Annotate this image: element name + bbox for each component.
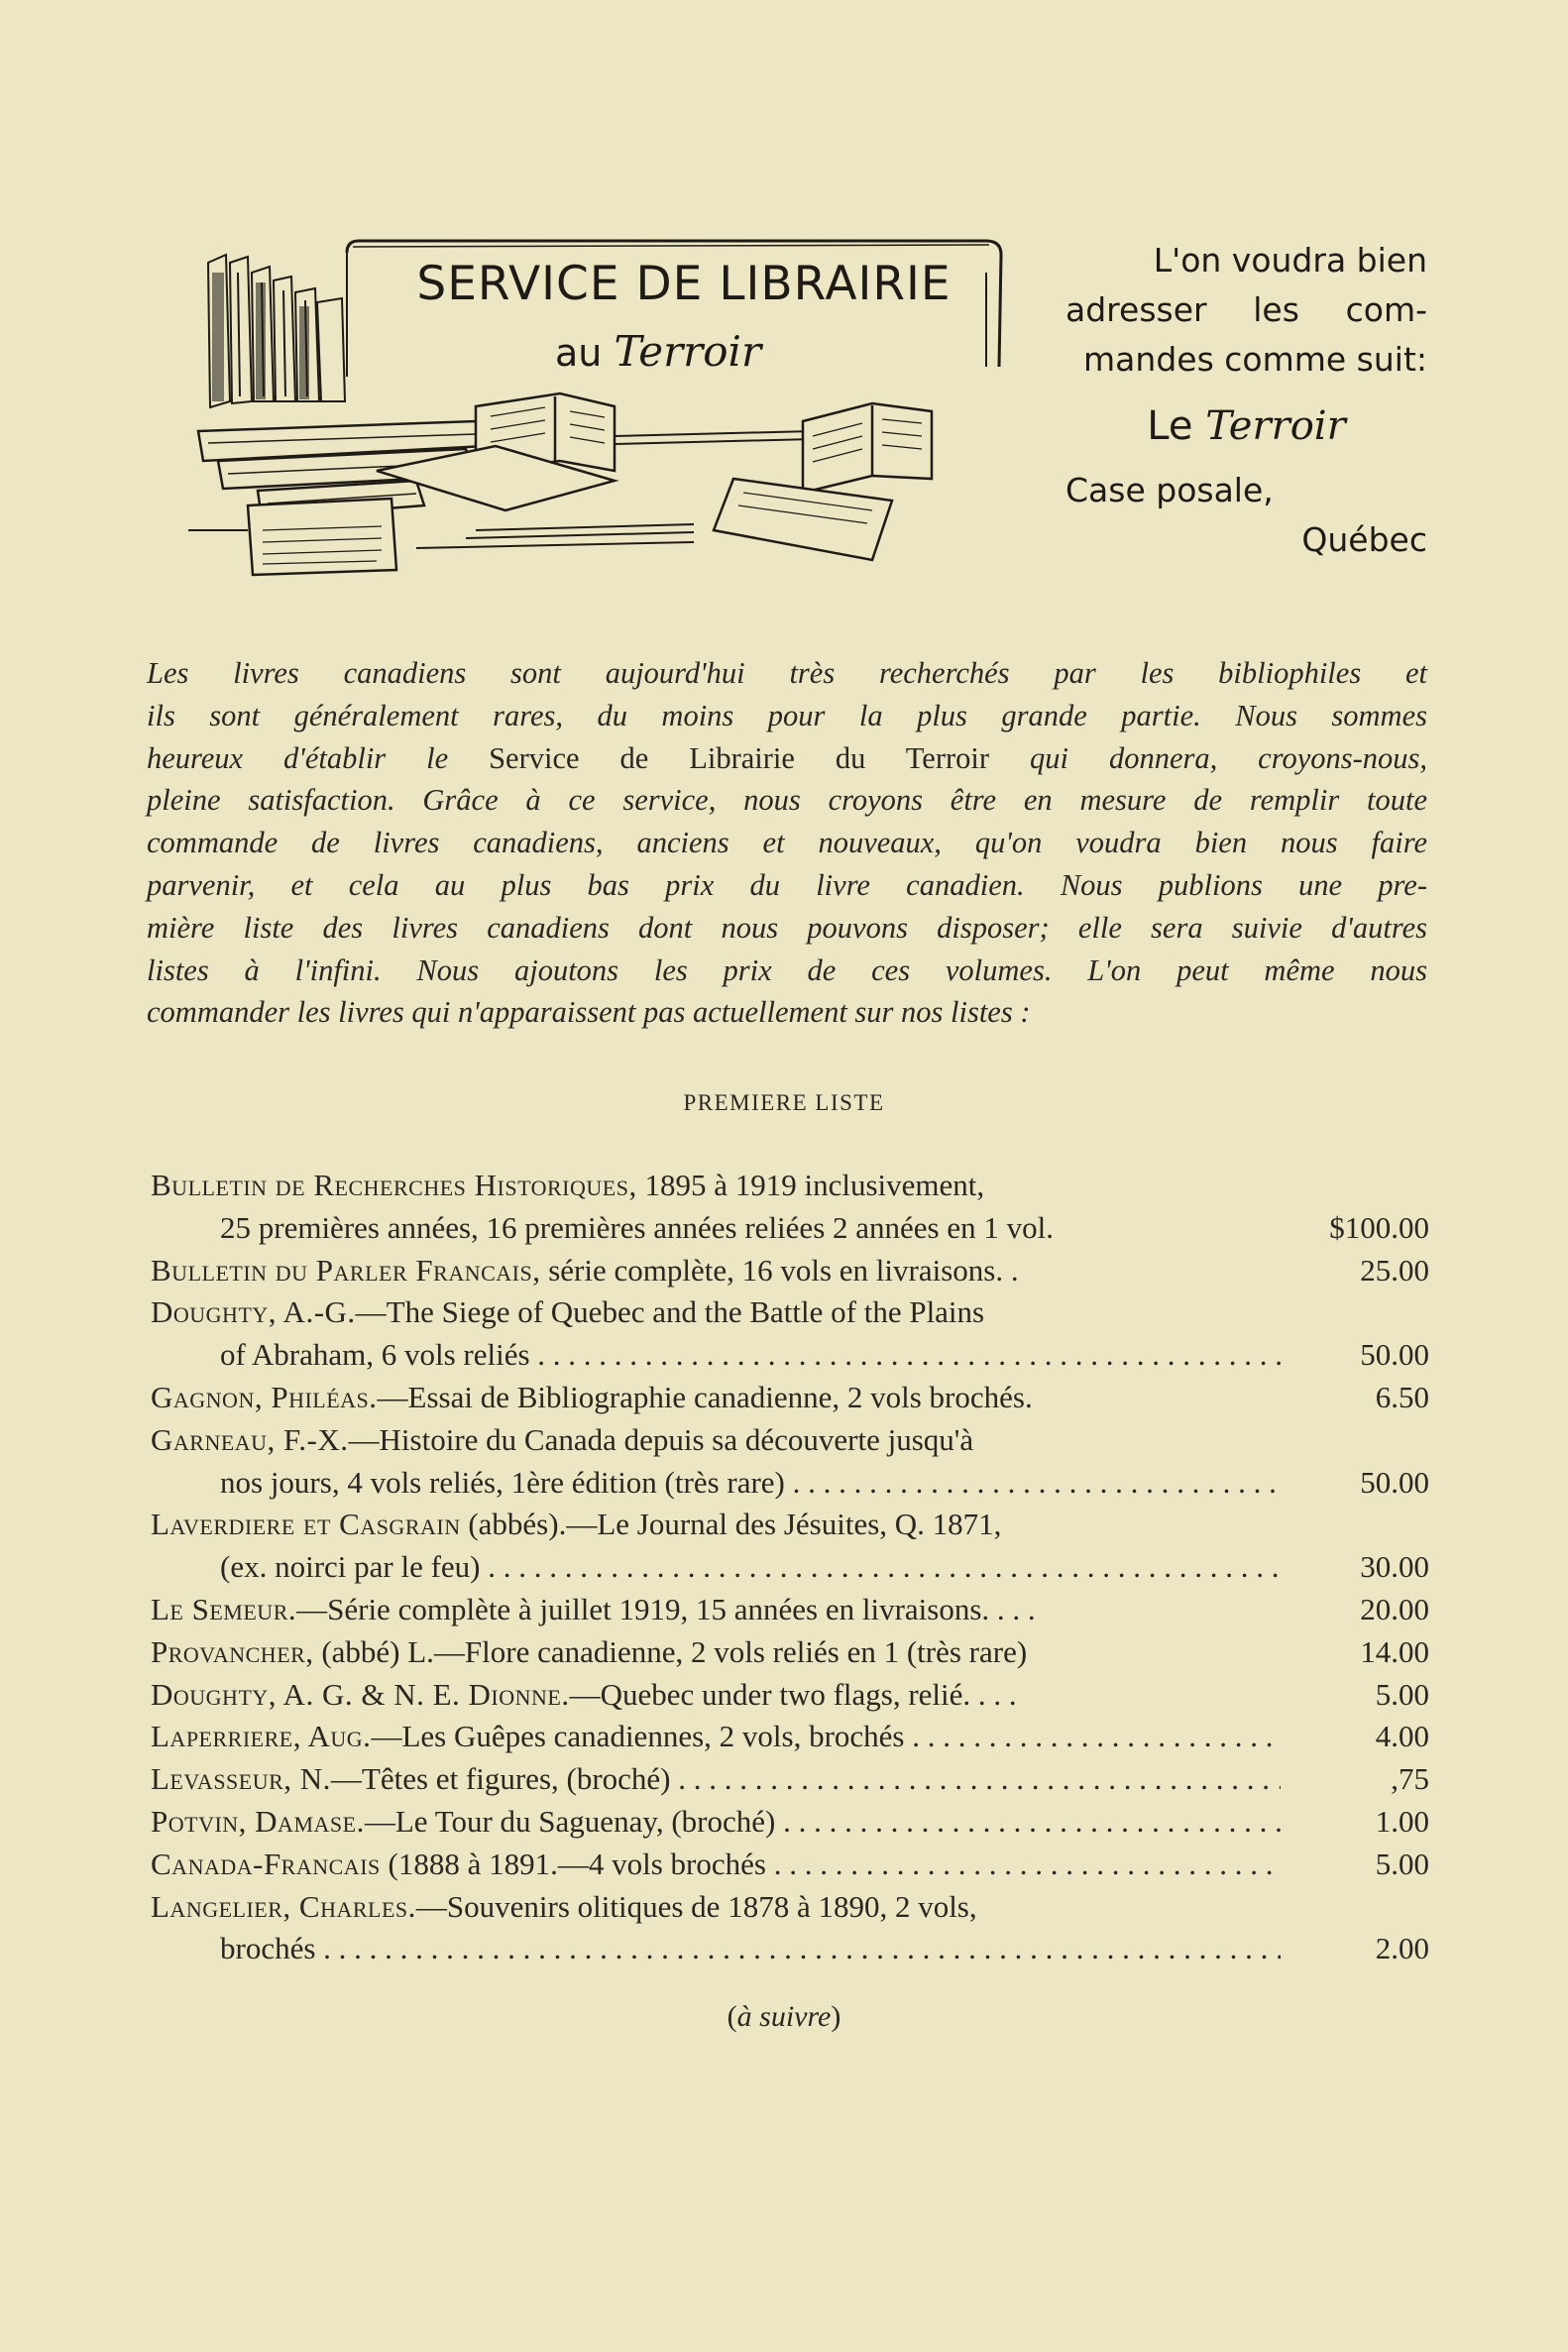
book-title: (abbé) L.—Flore canadienne, 2 vols reliés en 1 (très rare) bbox=[313, 1633, 1028, 1669]
address-line: L'on voudra bien bbox=[1153, 241, 1427, 280]
intro-line: listes à l'infini. Nous ajoutons les prix de ces volumes. L'on peut même nous bbox=[147, 952, 1427, 987]
header-banner bbox=[178, 233, 1021, 580]
book-description bbox=[220, 1462, 1281, 1505]
book-description bbox=[220, 1334, 1281, 1377]
book-author: Garneau, F.-X. bbox=[151, 1421, 349, 1457]
book-price: 5.00 bbox=[1375, 1676, 1429, 1712]
book-title: —Têtes et figures, (broché) bbox=[330, 1761, 671, 1797]
book-title: —Série complète à juillet 1919, 15 années en livraisons. . . . bbox=[296, 1591, 1036, 1626]
book-title: (abbés).—Le Journal des Jésuites, Q. 1871, bbox=[460, 1507, 1002, 1542]
book-author: Bulletin de Recherches Historiques, bbox=[151, 1168, 637, 1202]
book-title: (1888 à 1891.—4 vols brochés bbox=[380, 1846, 766, 1881]
book-price: 25.00 bbox=[1360, 1252, 1429, 1288]
book-entry bbox=[151, 1377, 1429, 1419]
book-author: Langelier, Charles. bbox=[151, 1888, 416, 1924]
book-entry bbox=[151, 1674, 1429, 1717]
book-entry bbox=[151, 1631, 1429, 1674]
book-description bbox=[151, 1886, 1281, 1929]
intro-text: qui donnera, croyons-nous, bbox=[1030, 740, 1428, 775]
book-author: Canada-Francais bbox=[151, 1846, 381, 1881]
intro-text: heureux d'établir le bbox=[147, 740, 449, 775]
book-title: —Le Tour du Saguenay, (broché) bbox=[364, 1803, 776, 1839]
book-entry bbox=[151, 1844, 1429, 1886]
book-author: Provancher, bbox=[151, 1633, 314, 1669]
banner-subtitle bbox=[555, 327, 761, 376]
address-block bbox=[1065, 236, 1427, 565]
book-price: 2.00 bbox=[1375, 1931, 1429, 1966]
book-description bbox=[151, 1844, 1281, 1886]
intro-line: parvenir, et cela au plus bas prix du livre canadien. Nous publions une pre- bbox=[147, 867, 1427, 902]
book-description bbox=[151, 1631, 1281, 1674]
book-price: 5.00 bbox=[1375, 1846, 1429, 1881]
book-description bbox=[151, 1716, 1281, 1758]
intro-line: pleine satisfaction. Grâce à ce service, nous croyons être en mesure de remplir toute bbox=[147, 783, 1427, 818]
book-title: —Souvenirs olitiques de 1878 à 1890, 2 vols, bbox=[415, 1888, 977, 1924]
continued-note bbox=[0, 2000, 1568, 2034]
book-entry bbox=[151, 1165, 1429, 1207]
book-entry bbox=[151, 1291, 1429, 1334]
continued-text: à suivre bbox=[736, 2000, 832, 2033]
book-title: of Abraham, 6 vols reliés bbox=[220, 1337, 530, 1373]
book-author: Laverdiere et Casgrain bbox=[151, 1507, 461, 1542]
book-price: ,75 bbox=[1391, 1761, 1429, 1797]
book-entry bbox=[151, 1462, 1429, 1505]
address-name bbox=[1065, 398, 1427, 454]
book-entry bbox=[151, 1419, 1429, 1462]
book-description bbox=[151, 1165, 1281, 1207]
book-description bbox=[151, 1291, 1281, 1334]
book-entry bbox=[151, 1716, 1429, 1758]
banner-subtitle-italic: Terroir bbox=[614, 327, 762, 376]
book-entry bbox=[151, 1801, 1429, 1844]
book-title: —Essai de Bibliographie canadienne, 2 vols brochés. bbox=[377, 1379, 1033, 1414]
address-line: mandes comme suit: bbox=[1083, 340, 1427, 379]
intro-line: commander les livres qui n'apparaissent pas actuellement sur nos listes : bbox=[147, 995, 1031, 1030]
book-description bbox=[220, 1928, 1281, 1970]
book-entry bbox=[151, 1334, 1429, 1377]
book-title: (ex. noirci par le feu) bbox=[220, 1549, 481, 1585]
intro-line bbox=[147, 737, 1427, 780]
book-title: —Quebec under two flags, relié. . . . bbox=[569, 1676, 1017, 1712]
address-line: adresser les com- bbox=[1065, 290, 1427, 329]
book-price: 1.00 bbox=[1375, 1803, 1429, 1839]
list-title: PREMIERE LISTE bbox=[683, 1090, 885, 1115]
book-entry bbox=[151, 1758, 1429, 1801]
intro-line: Les livres canadiens sont aujourd'hui très recherchés par les bibliophiles et bbox=[147, 656, 1427, 690]
book-title: 1895 à 1919 inclusivement, bbox=[636, 1168, 985, 1202]
book-author: Levasseur, N. bbox=[151, 1761, 331, 1797]
book-title: —The Siege of Quebec and the Battle of the Plains bbox=[355, 1294, 985, 1330]
book-price: 14.00 bbox=[1360, 1633, 1429, 1669]
continued-open: ( bbox=[727, 2000, 737, 2033]
book-entry bbox=[151, 1504, 1429, 1546]
book-entry bbox=[151, 1589, 1429, 1631]
book-entry bbox=[151, 1250, 1429, 1292]
banner-subtitle-prefix: au bbox=[555, 331, 603, 375]
book-title: série complète, 16 vols en livraisons. . bbox=[540, 1252, 1019, 1288]
book-description bbox=[220, 1546, 1281, 1589]
book-entry bbox=[151, 1207, 1429, 1250]
book-description bbox=[151, 1674, 1281, 1717]
address-name-prefix: Le bbox=[1147, 403, 1193, 449]
intro-paragraph bbox=[147, 652, 1427, 1034]
book-title: 25 premières années, 16 premières années reliées 2 années en 1 vol. bbox=[220, 1209, 1054, 1245]
book-price: 30.00 bbox=[1360, 1549, 1429, 1585]
book-title: brochés bbox=[220, 1931, 316, 1966]
book-price: 6.50 bbox=[1375, 1379, 1429, 1414]
book-price: 50.00 bbox=[1360, 1464, 1429, 1500]
book-description bbox=[220, 1207, 1281, 1250]
book-entry bbox=[151, 1886, 1429, 1929]
address-name-italic: Terroir bbox=[1205, 403, 1346, 449]
book-author: Bulletin du Parler Francais, bbox=[151, 1252, 541, 1288]
book-description bbox=[151, 1758, 1281, 1801]
book-title: nos jours, 4 vols reliés, 1ère édition (très rare) bbox=[220, 1464, 785, 1500]
book-description bbox=[151, 1504, 1281, 1546]
intro-line: commande de livres canadiens, anciens et nouveaux, qu'on voudra bien nous faire bbox=[147, 826, 1427, 860]
book-description bbox=[151, 1419, 1281, 1462]
book-description bbox=[151, 1801, 1281, 1844]
book-author: Potvin, Damase. bbox=[151, 1803, 365, 1839]
banner-title: SERVICE DE LIBRAIRIE bbox=[416, 257, 952, 311]
book-title: —Histoire du Canada depuis sa découverte jusqu'à bbox=[348, 1421, 974, 1457]
book-price: $100.00 bbox=[1329, 1209, 1429, 1245]
intro-line: ils sont généralement rares, du moins pour la plus grande partie. Nous sommes bbox=[147, 698, 1427, 732]
book-description bbox=[151, 1250, 1281, 1292]
intro-line: mière liste des livres canadiens dont nous pouvons disposer; elle sera suivie d'autres bbox=[147, 910, 1427, 945]
address-line: Québec bbox=[1301, 520, 1427, 559]
book-author: Le Semeur. bbox=[151, 1591, 297, 1626]
continued-close: ) bbox=[831, 2000, 841, 2033]
book-title: —Les Guêpes canadiennes, 2 vols, brochés bbox=[371, 1719, 905, 1754]
book-price: 4.00 bbox=[1375, 1719, 1429, 1754]
book-list bbox=[151, 1165, 1429, 1970]
book-author: Gagnon, Philéas. bbox=[151, 1379, 378, 1414]
book-description bbox=[151, 1589, 1281, 1631]
book-author: Laperriere, Aug. bbox=[151, 1719, 372, 1754]
book-author: Doughty, A. G. & N. E. Dionne. bbox=[151, 1676, 570, 1712]
book-author: Doughty, A.-G. bbox=[151, 1294, 356, 1330]
book-entry bbox=[151, 1928, 1429, 1970]
book-price: 50.00 bbox=[1360, 1337, 1429, 1373]
book-description bbox=[151, 1377, 1281, 1419]
book-entry bbox=[151, 1546, 1429, 1589]
book-price: 20.00 bbox=[1360, 1591, 1429, 1626]
address-line: Case posale, bbox=[1065, 471, 1274, 509]
intro-service-name: Service de Librairie du Terroir bbox=[489, 740, 990, 775]
